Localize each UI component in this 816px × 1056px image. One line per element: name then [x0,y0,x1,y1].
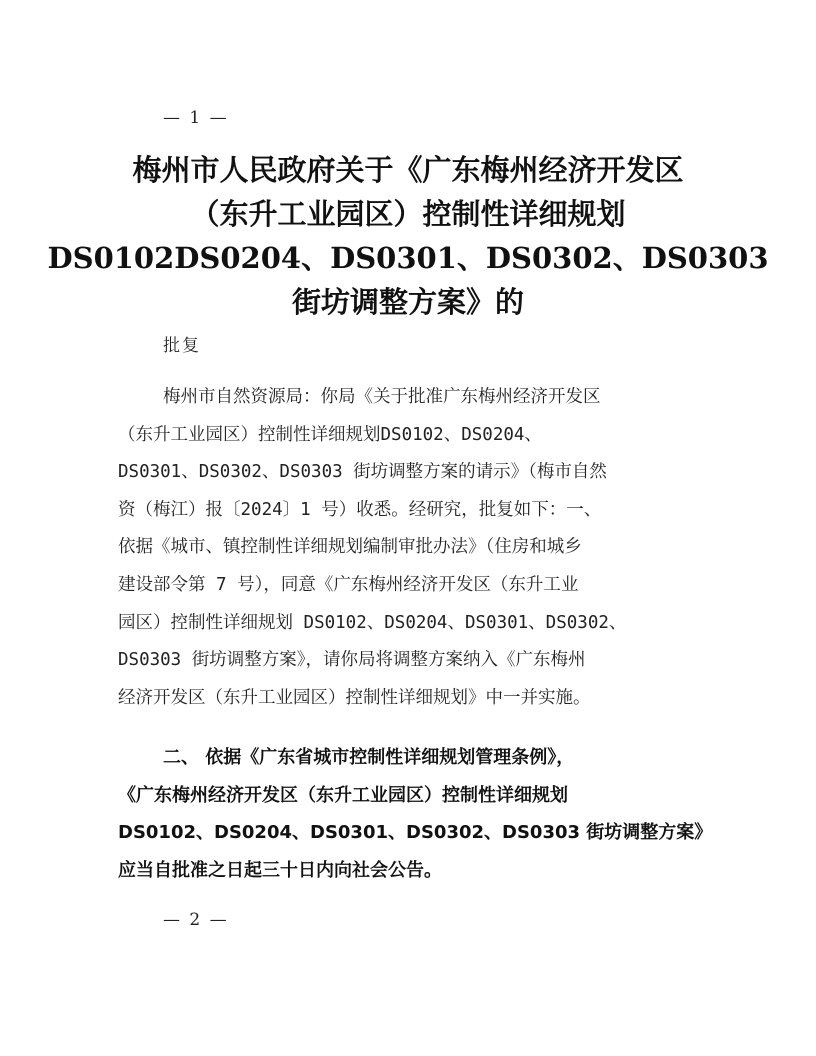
body-line: 建设部令第 7 号），同意《广东梅州经济开发区（东升工业 [118,574,579,595]
body-line: 园区）控制性详细规划 DS0102、DS0204、DS0301、DS0302、 [118,612,627,633]
section-two-paragraph [118,739,713,889]
page-number-bottom: — 2 — [163,910,229,930]
title-line-2: （东升工业园区）控制性详细规划 [190,197,626,231]
body-line: 经济开发区（东升工业园区）控制性详细规划》中一并实施。 [118,687,591,708]
page-number-top: — 1 — [163,108,229,128]
body-line: 梅州市自然资源局：你局《关于批准广东梅州经济开发区 [163,387,601,407]
title-line-4: 街坊调整方案》的 [291,285,524,319]
section-two-line: 《广东梅州经济开发区（东升工业园区）控制性详细规划 [118,784,568,806]
body-line: 依据《城市、镇控制性详细规划编制审批办法》（住房和城乡 [118,537,582,558]
document-title [0,148,816,324]
body-line: （东升工业园区）控制性详细规划DS0102、DS0204、 [118,424,542,445]
body-line: DS0303 街坊调整方案》，请你局将调整方案纳入《广东梅州 [118,650,586,671]
body-line: 资（梅江）报〔2024〕1 号）收悉。经研究，批复如下：一、 [118,499,602,520]
body-paragraph [118,379,698,717]
title-line-1: 梅州市人民政府关于《广东梅州经济开发区 [132,153,684,187]
body-line: DS0301、DS0302、DS0303 街坊调整方案的请示》（梅市自然 [118,462,607,483]
section-two-line: 二、 依据《广东省城市控制性详细规划管理条例》， [163,747,575,768]
reply-label: 批复 [163,336,201,356]
title-line-3: DS0102DS0204、DS0301、DS0302、DS0303 [47,241,769,275]
section-two-line: 应当自批准之日起三十日内向社会公告。 [118,859,442,881]
section-two-line: DS0102、DS0204、DS0301、DS0302、DS0303 街坊调整方案》 [118,822,713,843]
